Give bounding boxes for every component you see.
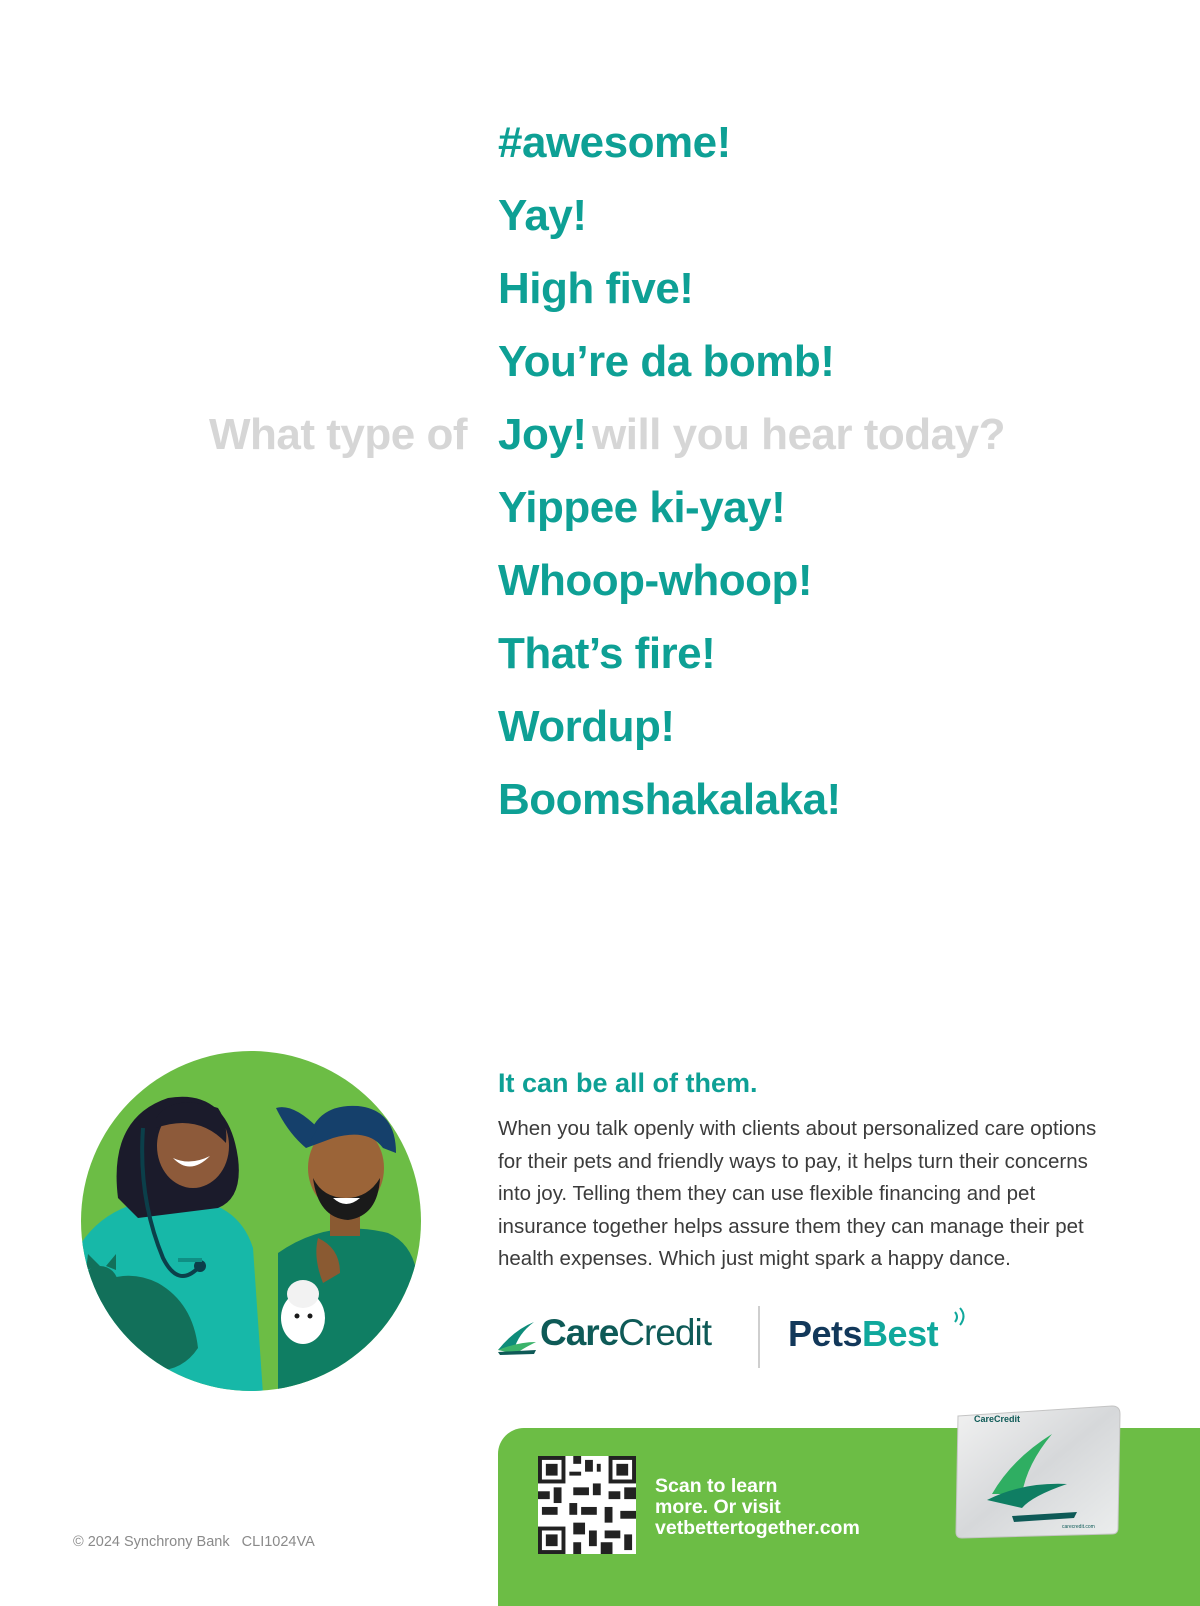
carecredit-logo <box>540 1312 711 1354</box>
phrase-boomshakalaka: Boomshakalaka! <box>498 775 841 824</box>
cta-line-2: more. Or visit <box>655 1496 781 1518</box>
body-paragraph: When you talk openly with clients about personalized care options for their pets and friendly ways to pay, it helps turn their concerns into joy. Telling them they can use flexible financing and pet insurance together helps assure them they can manage their pet health expenses. Which just might spark a happy dance. <box>498 1117 1097 1271</box>
phrase-awesome: #awesome! <box>498 118 731 167</box>
petsbest-logo <box>788 1313 938 1355</box>
petsbest-logo-best: Best <box>862 1313 939 1354</box>
qr-code-icon[interactable] <box>538 1456 636 1554</box>
vet-and-owner-illustration <box>78 1048 424 1394</box>
phrase-joy: Joy! <box>498 410 587 459</box>
subhead: It can be all of them. <box>498 1068 758 1098</box>
signal-waves-icon <box>952 1304 970 1326</box>
svg-text:carecredit.com: carecredit.com <box>1062 1524 1095 1530</box>
svg-text:CareCredit: CareCredit <box>974 1414 1021 1424</box>
carecredit-swoosh-icon <box>496 1320 538 1356</box>
phrase-da-bomb: You’re da bomb! <box>498 337 835 386</box>
cta-text <box>655 1476 895 1539</box>
phrase-wordup: Wordup! <box>498 702 675 751</box>
cta-line-1: Scan to learn <box>655 1475 778 1497</box>
carecredit-logo-bold: Care <box>540 1312 619 1353</box>
phrase-yippee: Yippee ki-yay! <box>498 483 786 532</box>
carecredit-card-image <box>952 1404 1122 1540</box>
headline-suffix: will you hear today? <box>592 410 1005 459</box>
partner-logos <box>496 1306 976 1368</box>
copyright-notice: © 2024 Synchrony Bank CLI1024VA <box>73 1534 315 1550</box>
petsbest-logo-pets: Pets <box>788 1313 863 1354</box>
carecredit-logo-regular: Credit <box>618 1312 711 1353</box>
logo-divider <box>758 1306 760 1368</box>
headline-prefix: What type of <box>209 410 467 459</box>
phrase-fire: That’s fire! <box>498 629 716 678</box>
phrase-yay: Yay! <box>498 191 587 240</box>
phrase-whoop: Whoop-whoop! <box>498 556 813 605</box>
cta-url[interactable]: vetbettertogether.com <box>655 1517 860 1539</box>
phrase-high-five: High five! <box>498 264 694 313</box>
